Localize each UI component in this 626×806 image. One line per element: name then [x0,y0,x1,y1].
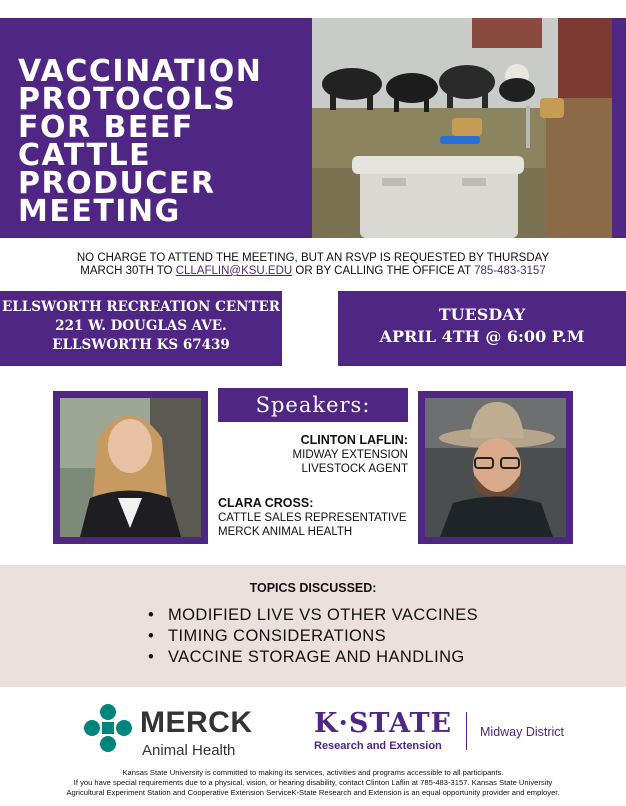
topic-item: • VACCINE STORAGE AND HANDLING [148,647,478,668]
rsvp-line-2-middle: OR BY CALLING THE OFFICE AT [292,265,475,277]
kstate-subtitle: Research and Extension [314,740,442,752]
topic-item: • TIMING CONSIDERATIONS [148,626,478,647]
topics-section [0,565,626,687]
location-street: 221 W. DOUGLAS AVE. [55,318,227,334]
clara-cross-portrait [60,398,201,537]
rsvp-line-2-prefix: MARCH 30TH TO [80,265,176,277]
speaker-role: MERCK ANIMAL HEALTH [218,526,353,538]
speaker-role: MIDWAY EXTENSION [292,449,408,461]
location-box [0,291,282,366]
cattle-hero-photo [312,18,612,238]
rsvp-line-2 [20,265,606,278]
rsvp-line-1: NO CHARGE TO ATTEND THE MEETING, BUT AN RSVP IS REQUESTED BY THURSDAY [76,252,550,264]
location-city: ELLSWORTH KS 67439 [52,337,230,353]
date-box [338,291,626,366]
merck-logo-icon [84,704,132,752]
speaker-name: CLINTON LAFLIN: [300,433,408,447]
speaker-photo-clara-cross [53,391,208,544]
rsvp-email-link[interactable]: CLLAFLIN@KSU.EDU [175,265,293,277]
rsvp-phone: 785-483-3157 [474,265,546,277]
cattle-photo-illustration [312,18,612,238]
kstate-district: Midway District [480,725,565,739]
page-title: VACCINATION PROTOCOLS FOR BEEF CATTLE PRODUCER MEETING [18,54,263,229]
topics-list [148,605,478,668]
topics-heading: TOPICS DISCUSSED: [249,581,377,595]
location-venue: ELLSWORTH RECREATION CENTER [1,299,280,315]
speaker-name: CLARA CROSS: [218,496,314,510]
disclaimer-line: Agricultural Experiment Station and Cooperative Extension ServiceK-State Research and Extension is an equal opportunity provider and employer. [66,787,560,797]
disclaimer-line: If you have special requirements due to a physical, vision, or hearing disability, contact Clinton Laflin at 785-483-3157. Kansas State University [73,777,553,787]
clinton-laflin-portrait [425,398,566,537]
event-date-time: APRIL 4TH @ 6:00 P.M [379,327,585,346]
speakers-heading: Speakers: [218,388,408,422]
merck-wordmark: MERCK [140,706,253,739]
rsvp-notice [20,252,606,278]
disclaimer-line: Kansas State University is committed to making its services, activities and programs accessible to all participants. [122,768,504,777]
kstate-wordmark: K·STATE [314,708,453,739]
speaker-role: LIVESTOCK AGENT [301,463,408,475]
speaker-clara-cross [218,496,418,539]
merck-subtitle: Animal Health [142,742,236,759]
speaker-photo-clinton-laflin [418,391,573,544]
logo-divider [466,712,467,750]
topic-item: • MODIFIED LIVE VS OTHER VACCINES [148,605,478,626]
speaker-clinton-laflin [218,433,408,476]
accessibility-disclaimer [8,768,618,797]
speaker-role: CATTLE SALES REPRESENTATIVE [218,512,407,524]
event-day: TUESDAY [438,305,526,324]
